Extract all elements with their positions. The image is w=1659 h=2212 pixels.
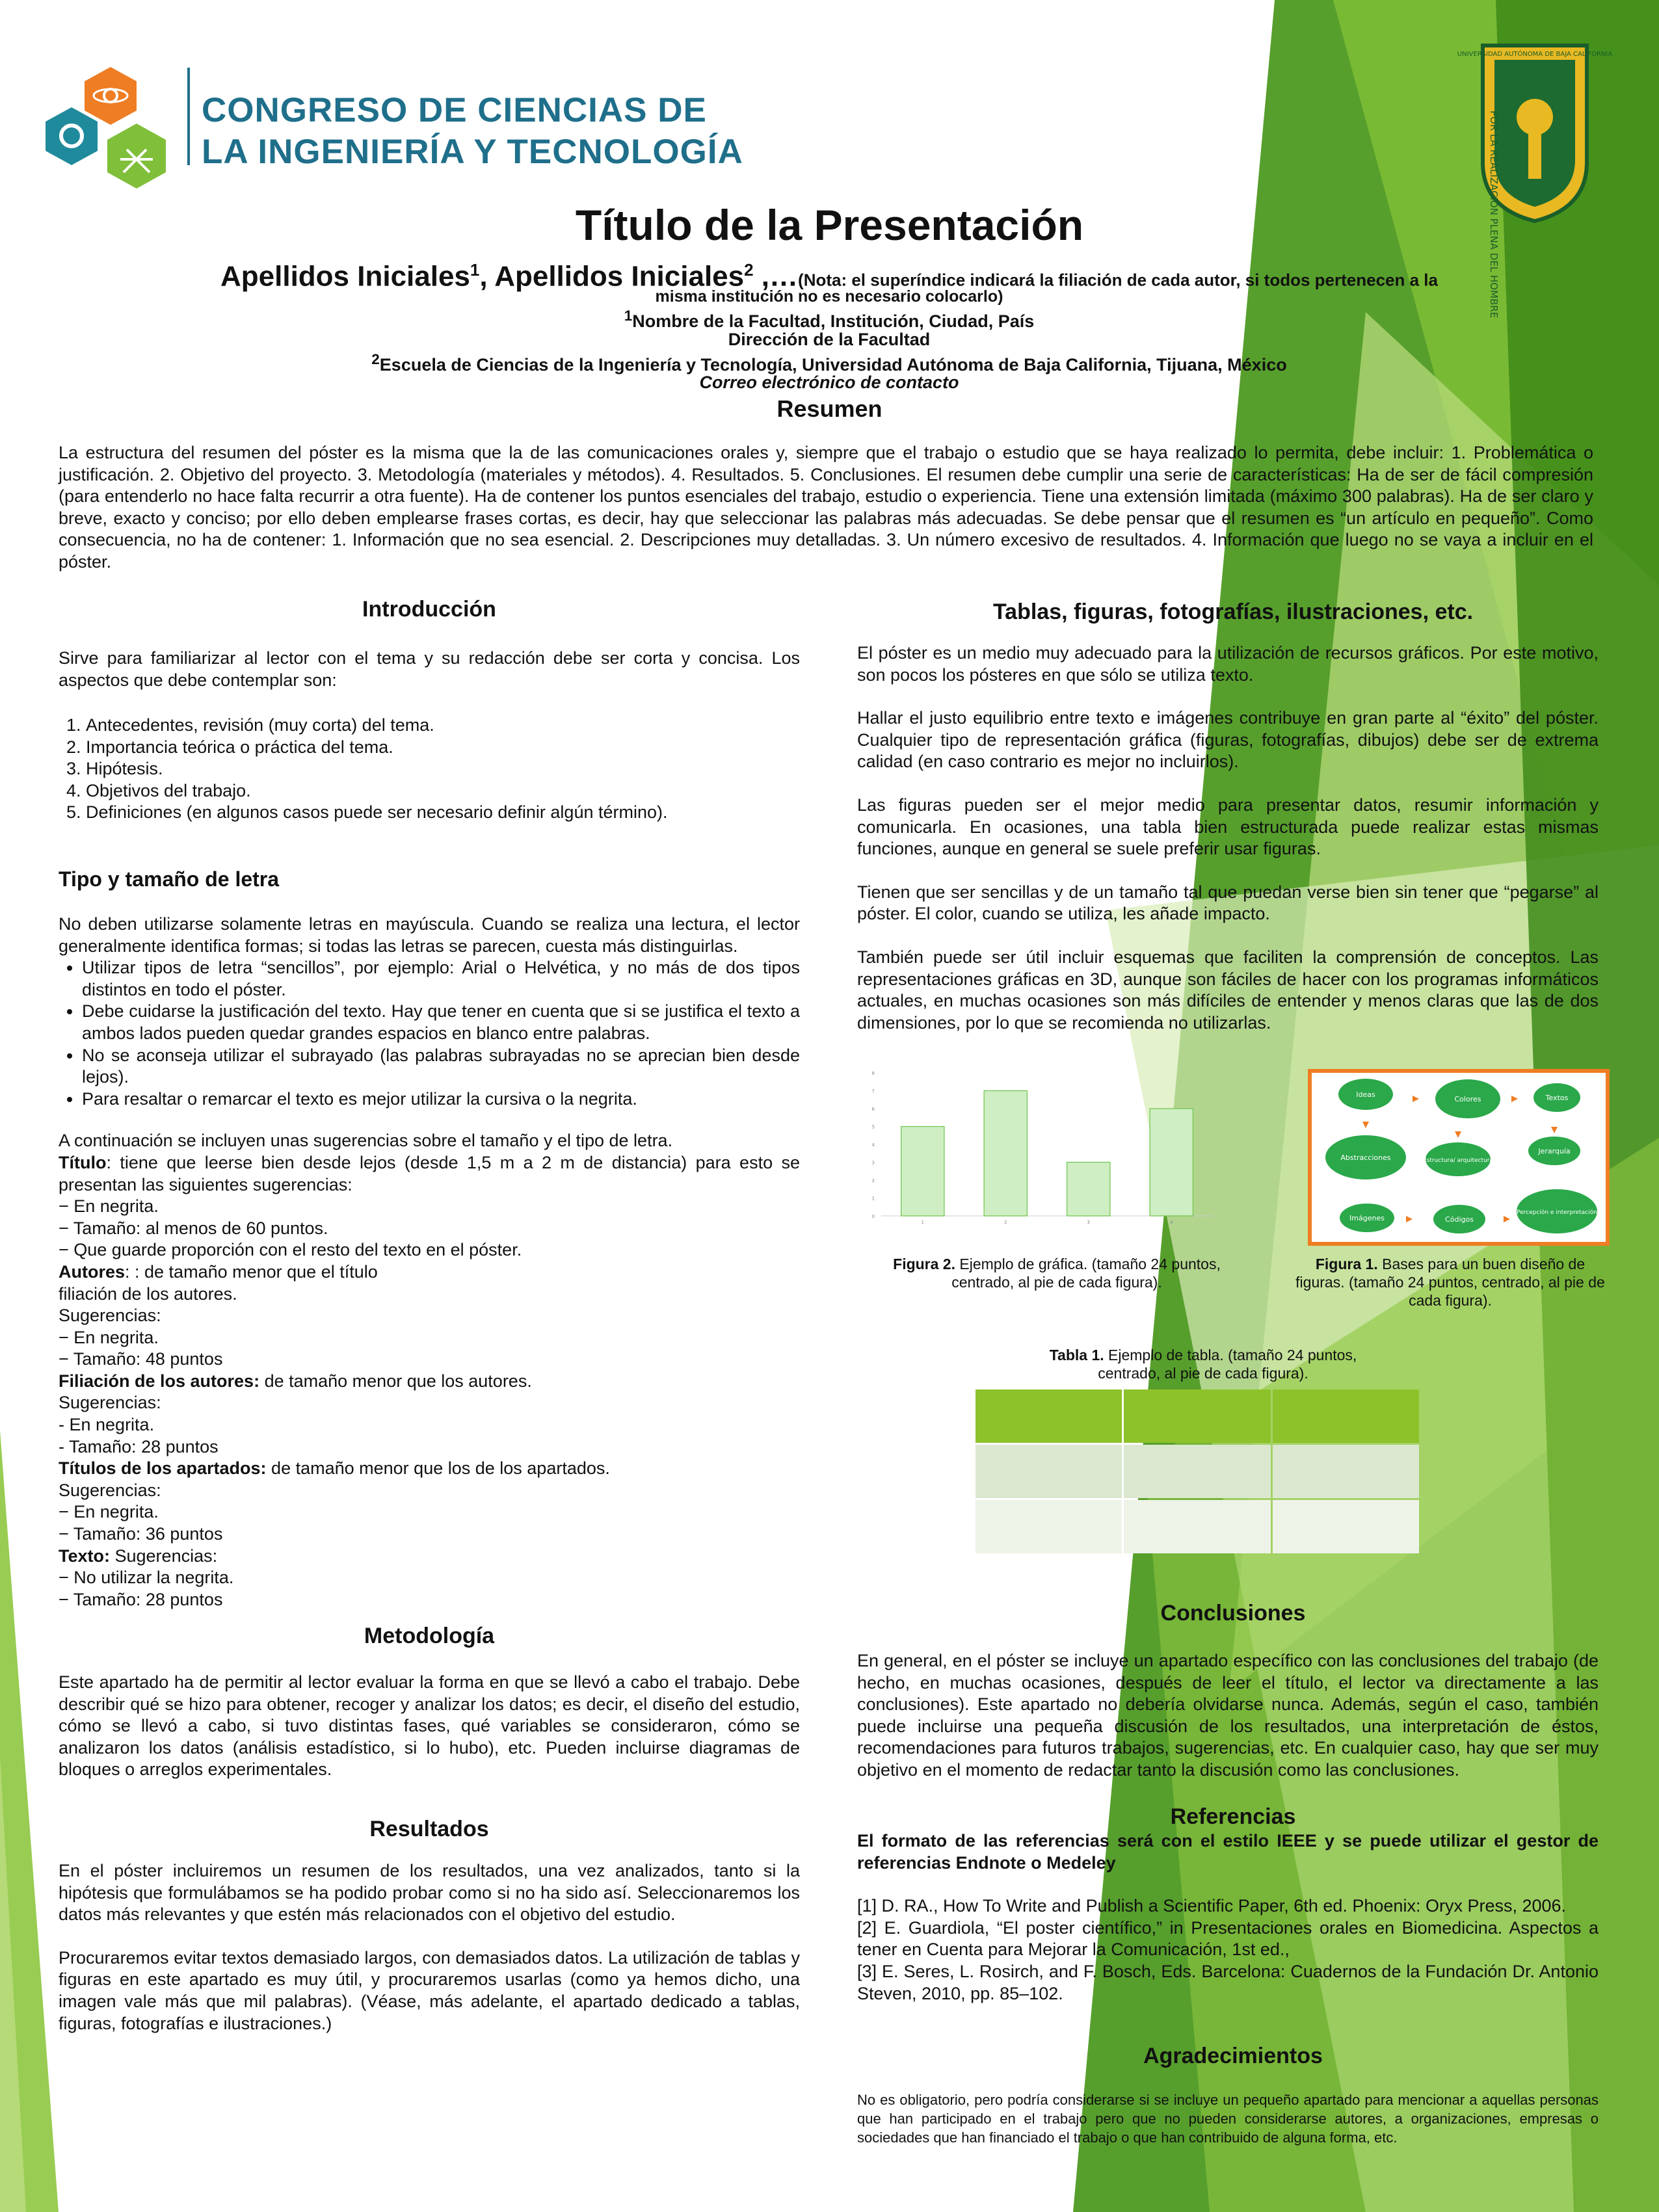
list-item: 3. Hipótesis. [86, 758, 801, 780]
seal-figure-icon [1517, 99, 1553, 135]
seal-top-text: UNIVERSIDAD AUTÓNOMA DE BAJA CALIFORNIA [1457, 51, 1613, 58]
list-item: 5. Definiciones (en algunos casos puede ser necesario definir algún término). [86, 802, 801, 824]
metodologia-heading: Metodología [364, 1624, 495, 1648]
seal-motto: POR LA REALIZACIÓN PLENA DEL HOMBRE [1488, 111, 1500, 319]
filiacion-s2: - Tamaño: 28 puntos [59, 1436, 219, 1456]
y-tick-label: 5 [871, 1124, 875, 1130]
resultados-heading: Resultados [369, 1817, 489, 1841]
autores-s0: Sugerencias: [59, 1306, 161, 1326]
texto-suggestion [59, 1546, 800, 1568]
author-1-sup: 1 [470, 260, 480, 280]
reference-1: [1] D. RA., How To Write and Publish a Scientific Paper, 6th ed. Phoenix: Oryx Press, 2006. [857, 1896, 1567, 1916]
table-cell [1124, 1500, 1270, 1553]
list-item: • Utilizar tipos de letra “sencillos”, por ejemplo: Arial o Helvética, y no más de dos tipos distintos en todo el póster. [82, 957, 800, 1001]
list-item: 2. Importancia teórica o práctica del tema. [86, 737, 801, 759]
table-1-text: Ejemplo de tabla. (tamaño 24 puntos, centrado, al pie de cada figura). [1098, 1347, 1357, 1382]
tipo-heading: Tipo y tamaño de letra [59, 867, 280, 891]
figure-2-caption [862, 1255, 1252, 1291]
list-item: • Debe cuidarse la justificación del texto. Hay que tener en cuenta que si se justifica el texto a ambos lados pueden quedar grandes espacios en blanco entre palabras. [82, 1001, 800, 1044]
figure-1-caption [1294, 1255, 1606, 1310]
apartados-text: de tamaño menor que los de los apartados. [266, 1458, 610, 1479]
congress-logo [39, 62, 182, 198]
affiliation-2 [195, 351, 1463, 375]
apartados-s2: − Tamaño: 36 puntos [59, 1524, 223, 1544]
author-separator: , [479, 260, 495, 293]
filiacion-label: Filiación de los autores: [59, 1371, 260, 1391]
author-2-sup: 2 [744, 260, 754, 280]
introduccion-list [59, 715, 801, 824]
design-diagram [1308, 1070, 1609, 1245]
titulo-s2: − Tamaño: al menos de 60 puntos. [59, 1218, 328, 1238]
resumen-heading: Resumen [776, 395, 883, 422]
congress-name-line2: LA INGENIERÍA Y TECNOLOGÍA [202, 133, 743, 171]
hexagon-orange [85, 67, 137, 125]
congress-name-line1: CONGRESO DE CIENCIAS DE [202, 91, 707, 129]
y-tick-label: 4 [871, 1142, 875, 1148]
introduccion-body: Sirve para familiarizar al lector con el tema y su redacción debe ser corta y concisa. Los aspectos que debe contemplar son: [59, 648, 800, 690]
hexagon-teal [46, 107, 98, 165]
autores-s1: − En negrita. [59, 1327, 159, 1347]
x-tick-label: 2 [1004, 1220, 1007, 1225]
tablas-section [857, 642, 1599, 1034]
table-cell [975, 1445, 1122, 1498]
node-label: Estructura/ arquitectura [1422, 1157, 1494, 1164]
x-tick-label: 4 [1170, 1220, 1173, 1225]
texto-s1: − No utilizar la negrita. [59, 1568, 234, 1588]
apartados-s0: Sugerencias: [59, 1480, 161, 1500]
table-cell [1273, 1500, 1419, 1553]
filiacion-s0: Sugerencias: [59, 1393, 161, 1413]
chart-bar [1067, 1163, 1110, 1217]
node-label: Imágenes [1349, 1214, 1385, 1222]
tipo-bullets [59, 957, 800, 1110]
filiacion-suggestion [59, 1371, 800, 1393]
chart-bars [901, 1091, 1193, 1226]
affiliation-1-sup: 1 [624, 308, 633, 324]
conclusiones-body: En general, en el póster se incluye un apartado específico con las conclusiones del trabajo (de hecho, en muchas ocasiones, después de leer el título, el lector va directamente a las conclusiones). Este apartado no debería olvidarse nunca. Además, según el caso, también puede incluirse una pequeña discusión de los resultados, una interpretación de éstos, recomendaciones para futuros trabajos, sugerencias, etc. En cualquier caso, hay que ser muy objetivo en el momento de redactar tanto la discusión como las conclusiones. [857, 1651, 1599, 1780]
texto-label: Texto: [59, 1546, 110, 1566]
titulo-text: : tiene que leerse bien desde lejos (desde 1,5 m a 2 m de distancia) para esto se presentan las siguientes sugerencias: [59, 1152, 800, 1194]
autores-text: : : de tamaño menor que el título [125, 1261, 378, 1282]
tablas-p4: Tienen que ser sencillas y de un tamaño tal que puedan verse bien sin tener que “pegarse” al póster. El color, cuando se utiliza, les añade impacto. [857, 882, 1599, 924]
referencias-intro: El formato de las referencias será con el estilo IEEE y se puede utilizar el gestor de referencias Endnote o Medeley [857, 1831, 1599, 1873]
conclusiones-heading: Conclusiones [1160, 1601, 1306, 1626]
list-item: • Para resaltar o remarcar el texto es mejor utilizar la cursiva o la negrita. [82, 1088, 800, 1111]
node-label: Jerarquía [1538, 1147, 1571, 1155]
author-note: (Nota: el superíndice indicará la filiación de cada autor, si todos pertenecen a la [798, 270, 1438, 290]
example-table [974, 1388, 1421, 1555]
table-cell [975, 1389, 1122, 1443]
tipo-intro: No deben utilizarse solamente letras en mayúscula. Cuando se realiza una lectura, el lector generalmente identifica formas; si todas las letras se parecen, cuesta más distinguirlas. [59, 914, 800, 956]
table-row [975, 1445, 1419, 1498]
list-item: 4. Objetivos del trabajo. [86, 780, 801, 802]
filiacion-s1: - En negrita. [59, 1415, 155, 1435]
autores-s2: − Tamaño: 48 puntos [59, 1349, 223, 1369]
autores-suggestion [59, 1261, 800, 1284]
chart-bar [1150, 1109, 1193, 1216]
table-1-caption [1034, 1346, 1372, 1382]
list-item: • No se aconseja utilizar el subrayado (las palabras subrayadas no se aprecian bien desde lejos). [82, 1045, 800, 1088]
figure-1-label: Figura 1. [1315, 1256, 1378, 1272]
contact-email: Correo electrónico de contacto [699, 373, 959, 392]
chart-bar [901, 1127, 944, 1217]
tablas-heading: Tablas, figuras, fotografías, ilustraciones, etc. [992, 599, 1474, 624]
affiliation-1 [195, 308, 1463, 332]
reference-3: [3] E. Seres, L. Rosirch, and F. Bosch, Eds. Barcelona: Cuadernos de la Fundación Dr. Antonio Steven, 2010, pp. 85–102. [857, 1961, 1599, 2003]
resultados-p1: En el póster incluiremos un resumen de los resultados, una vez analizados, tanto si la hipótesis que formulábamos se ha podido probar como si no ha sido así. Seleccionaremos los datos más relevantes y que estén más relacionados con el objetivo del estudio. [59, 1861, 800, 1925]
bar-chart [862, 1066, 1219, 1229]
apartados-s1: − En negrita. [59, 1502, 159, 1522]
table-cell [1124, 1445, 1270, 1498]
apartados-suggestion [59, 1458, 800, 1480]
titulo-suggestion [59, 1152, 800, 1196]
list-item: 1. Antecedentes, revisión (muy corta) del tema. [86, 715, 801, 737]
author-2: Apellidos Iniciales [494, 260, 745, 293]
resultados-p2: Procuraremos evitar textos demasiado largos, con demasiados datos. La utilización de tablas y figuras en este apartado es muy útil, y procuraremos usarlas (como ya hemos dicho, una imagen vale más que mil palabras). (Véase, más adelante, el apartado dedicado a tablas, figuras, fotografías e ilustraciones.) [59, 1947, 800, 2033]
reference-2: [2] E. Guardiola, “El poster científico,” in Presentaciones orales en Biomedicina. Aspectos a tener en Cuenta para Mejorar la Comunicación, 1st ed., [857, 1917, 1599, 1960]
node-label: Colores [1454, 1095, 1481, 1103]
logo-divider [187, 68, 190, 165]
node-label: Percepción e interpretación [1517, 1209, 1597, 1216]
table-cell [1273, 1389, 1419, 1443]
resumen-body: La estructura del resumen del póster es la misma que la de las comunicaciones orales y, siempre que el trabajo o estudio que se haya realizado lo permita, debe incluir: 1. Problemática o justificación. 2. Objetivo del proyecto. 3. Metodología (materiales y métodos). 4. Resultados. 5. Conclusiones. El resumen debe cumplir una serie de características: Ha de ser de fácil compresión (para entenderlo no hace falta recurrir a otra fuente). Ha de contener los puntos esenciales del trabajo, estudio o experiencia. Tiene una extensión limitada (máximo 300 palabras). Ha de ser claro y breve, exacto y conciso; por ello deben emplearse frases cortas, es decir, hay que seleccionar las palabras más adecuadas. Se debe pensar que el resumen es “un artículo en pequeño”. Como consecuencia, no ha de contener: 1. Información que no sea esencial. 2. Descripciones muy detalladas. 3. Un número excesivo de resultados. 4. Información que luego no se vaya a incluir en el póster. [59, 443, 1593, 572]
tipo-continuation: A continuación se incluyen unas sugerencias sobre el tamaño y el tipo de letra. [59, 1131, 673, 1151]
figure-2-label: Figura 2. [893, 1256, 955, 1272]
metodologia-body: Este apartado ha de permitir al lector evaluar la forma en que se llevó a cabo el trabajo. Debe describir qué se hizo para obtener, recoger y analizar los datos; es decir, el diseño del estudio, cómo se llevó a cabo, si tuvo distintas fases, qué variables se consideraron, cómo se analizaron los datos (análisis estadístico, si lo hubo), etc. Pueden incluirse diagramas de bloques o arreglos experimentales. [59, 1672, 800, 1780]
faculty-address: Dirección de la Facultad [728, 330, 931, 349]
table-row [975, 1500, 1419, 1553]
tablas-p1: El póster es un medio muy adecuado para la utilización de recursos gráficos. Por este motivo, son pocos los pósteres en que sólo se utiliza texto. [857, 643, 1599, 685]
x-tick-label: 1 [921, 1220, 924, 1225]
table-cell [1124, 1389, 1270, 1443]
resultados-section [59, 1860, 800, 2034]
node-label: Ideas [1356, 1090, 1375, 1099]
affiliation-2-sup: 2 [371, 351, 380, 367]
affiliation-2-text: Escuela de Ciencias de la Ingeniería y Tecnología, Universidad Autónoma de Baja California, Tijuana, México [379, 355, 1287, 375]
author-ellipsis: ,… [753, 260, 799, 293]
y-tick-label: 2 [871, 1178, 875, 1183]
tipo-section [59, 914, 800, 1611]
texto-s2: − Tamaño: 28 puntos [59, 1589, 223, 1609]
autores-label: Autores [59, 1261, 126, 1282]
hexagon-green [107, 124, 166, 189]
autores-l2: filiación de los autores. [59, 1284, 237, 1304]
congress-name [202, 90, 743, 173]
texto-text: Sugerencias: [110, 1546, 218, 1566]
y-tick-label: 8 [871, 1071, 875, 1076]
agradecimientos-body: No es obligatorio, pero podría considerarse si se incluye un pequeño apartado para mencionar a aquellas personas que han participado en el trabajo pero que no pueden considerarse autores, a organizaciones, empresas o sociedades que han financiado el trabajo o que han contribuido de alguna forma, etc. [857, 2092, 1599, 2146]
filiacion-text: de tamaño menor que los autores. [259, 1371, 532, 1391]
titulo-s3: − Que guarde proporción con el resto del texto en el póster. [59, 1240, 522, 1260]
tablas-p2: Hallar el justo equilibrio entre texto e imágenes contribuye en gran parte al “éxito” del póster. Cualquier tipo de representación gráfica (figuras, fotografías, dibujos) debe ser de extrema calidad (en caso contrario es mejor no incluirlos). [857, 708, 1599, 772]
author-1: Apellidos Iniciales [220, 260, 470, 293]
y-tick-label: 7 [871, 1088, 875, 1094]
chart-bar [984, 1091, 1027, 1217]
y-tick-label: 0 [871, 1214, 875, 1219]
y-tick-label: 6 [871, 1107, 875, 1112]
node-label: Códigos [1445, 1215, 1474, 1224]
y-tick-label: 1 [871, 1196, 875, 1202]
tablas-p3: Las figuras pueden ser el mejor medio para presentar datos, resumir información y comunicarla. En ocasiones, una tabla bien estructurada puede realizar estas mismas funciones, aunque en general se suele preferir usar figuras. [857, 795, 1599, 859]
tablas-p5: También puede ser útil incluir esquemas que faciliten la comprensión de conceptos. Las representaciones gráficas en 3D, aunque son fáciles de hacer con los programas informáticos actuales, en muchas ocasiones son más difíciles de entender y menos claras que las de dos dimensiones, por lo que se recomienda no utilizarlas. [857, 947, 1599, 1033]
table-header-row [975, 1389, 1419, 1443]
figure-1-text: Bases para un buen diseño de figuras. (tamaño 24 puntos, centrado, al pie de cada figura). [1295, 1256, 1605, 1309]
page-title: Título de la Presentación [575, 201, 1084, 249]
apartados-label: Títulos de los apartados: [59, 1458, 267, 1479]
referencias-section [857, 1830, 1599, 2005]
university-seal [1457, 33, 1613, 319]
figure-2-text: Ejemplo de gráfica. (tamaño 24 puntos, centrado, al pie de cada figura). [951, 1256, 1221, 1291]
referencias-heading: Referencias [1170, 1804, 1296, 1829]
author-note-continued: misma institución no es necesario colocarlo) [655, 287, 1003, 306]
y-tick-label: 3 [871, 1160, 875, 1166]
affiliation-1-text: Nombre de la Facultad, Institución, Ciudad, País [632, 311, 1035, 331]
table-1-label: Tabla 1. [1049, 1347, 1104, 1363]
titulo-label: Título [59, 1152, 107, 1172]
node-label: Abstracciones [1340, 1153, 1391, 1162]
titulo-s1: − En negrita. [59, 1196, 159, 1217]
node-label: Textos [1545, 1094, 1569, 1102]
table-cell [975, 1500, 1122, 1553]
introduccion-heading: Introducción [362, 597, 496, 622]
table-cell [1273, 1445, 1419, 1498]
agradecimientos-heading: Agradecimientos [1143, 2044, 1323, 2068]
x-tick-label: 3 [1087, 1220, 1090, 1225]
